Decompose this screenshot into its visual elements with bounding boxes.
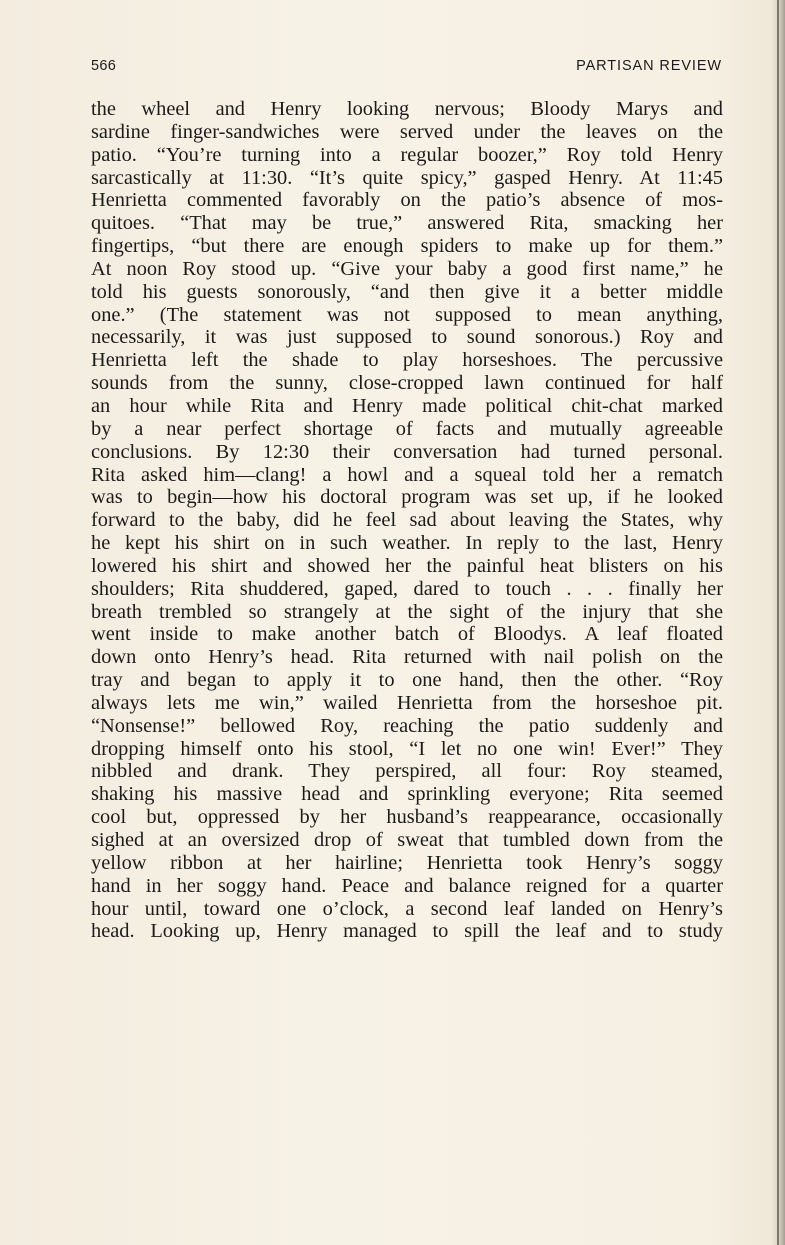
text-line: went inside to make another batch of Bloodys. A leaf floated xyxy=(91,623,723,646)
text-line: fingertips, “but there are enough spiders to make up for them.” xyxy=(91,235,723,258)
text-line: patio. “You’re turning into a regular boozer,” Roy told Henry xyxy=(91,143,723,166)
text-line: by a near perfect shortage of facts and mutually agreeable xyxy=(91,417,723,440)
text-line: hour until, toward one o’clock, a second leaf landed on Henry’s xyxy=(91,897,723,920)
text-line: breath trembled so strangely at the sight of the injury that she xyxy=(91,600,723,623)
text-line: At noon Roy stood up. “Give your baby a good first name,” he xyxy=(91,257,723,280)
journal-title: PARTISAN REVIEW xyxy=(576,58,722,74)
text-line: Rita asked him—clang! a howl and a squeal told her a rematch xyxy=(91,463,723,486)
page-number: 566 xyxy=(91,58,117,74)
text-line: one.” (The statement was not supposed to mean anything, xyxy=(91,303,723,326)
text-line: forward to the baby, did he feel sad about leaving the States, why xyxy=(91,509,723,532)
text-line: “Nonsense!” bellowed Roy, reaching the patio suddenly and xyxy=(91,714,723,737)
text-line: he kept his shirt on in such weather. In reply to the last, Henry xyxy=(91,532,723,555)
text-line: tray and began to apply it to one hand, then the other. “Roy xyxy=(91,669,723,692)
text-line: down onto Henry’s head. Rita returned with nail polish on the xyxy=(91,646,723,669)
text-line: told his guests sonorously, “and then give it a better middle xyxy=(91,280,723,303)
text-line: an hour while Rita and Henry made political chit-chat marked xyxy=(91,394,723,417)
text-line: was to begin—how his doctoral program was set up, if he looked xyxy=(91,486,723,509)
running-head xyxy=(91,58,722,78)
text-line: sarcastically at 11:30. “It’s quite spicy,” gasped Henry. At 11:45 xyxy=(91,166,723,189)
text-line: always lets me win,” wailed Henrietta from the horseshoe pit. xyxy=(91,691,723,714)
text-line: head. Looking up, Henry managed to spill the leaf and to study xyxy=(91,920,723,943)
text-line: shoulders; Rita shuddered, gaped, dared to touch . . . finally her xyxy=(91,577,723,600)
text-line: dropping himself onto his stool, “I let no one win! Ever!” They xyxy=(91,737,723,760)
text-line: sighed at an oversized drop of sweat that tumbled down from the xyxy=(91,829,723,851)
text-line: lowered his shirt and showed her the painful heat blisters on his xyxy=(91,554,723,577)
text-line: yellow ribbon at her hairline; Henrietta took Henry’s soggy xyxy=(91,851,723,874)
text-line: Henrietta left the shade to play horseshoes. The percussive xyxy=(91,349,723,372)
body-text xyxy=(91,98,723,943)
text-line: the wheel and Henry looking nervous; Bloody Marys and xyxy=(91,98,723,120)
text-line: sounds from the sunny, close-cropped lawn continued for half xyxy=(91,372,723,395)
text-line: necessarily, it was just supposed to sound sonorous.) Roy and xyxy=(91,326,723,349)
text-line: nibbled and drank. They perspired, all four: Roy steamed, xyxy=(91,760,723,783)
text-line: shaking his massive head and sprinkling everyone; Rita seemed xyxy=(91,783,723,806)
text-line: sardine finger-sandwiches were served under the leaves on the xyxy=(91,120,723,143)
text-line: quitoes. “That may be true,” answered Rita, smacking her xyxy=(91,212,723,235)
text-line: cool but, oppressed by her husband’s reappearance, occasionally xyxy=(91,806,723,829)
text-line: hand in her soggy hand. Peace and balance reigned for a quarter xyxy=(91,874,723,897)
page-edge-line xyxy=(777,0,779,1245)
text-line: Henrietta commented favorably on the patio’s absence of mos- xyxy=(91,189,723,212)
text-line: conclusions. By 12:30 their conversation had turned personal. xyxy=(91,440,723,463)
